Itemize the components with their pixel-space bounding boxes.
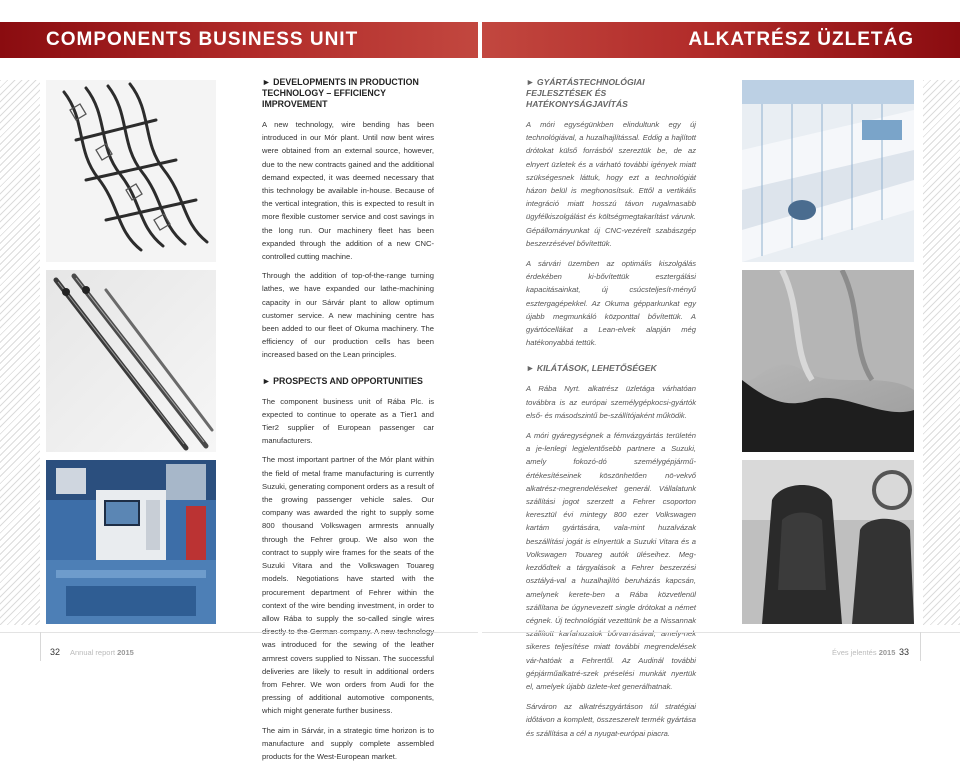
report-year: 2015 — [878, 648, 896, 657]
right-banner — [482, 22, 960, 58]
footer-divider-left — [40, 632, 41, 661]
steel-rods-photo — [46, 270, 216, 452]
report-label: Éves jelentés — [832, 648, 877, 657]
car-seat-photo — [742, 460, 914, 624]
footer-divider-right — [920, 632, 921, 661]
section-heading-prospects: ► PROSPECTS AND OPPORTUNITIES — [262, 375, 423, 386]
cnc-machine-photo — [46, 460, 216, 624]
section-heading-kilatasok: ► KILÁTÁSOK, LEHETŐSÉGEK — [526, 363, 657, 374]
right-margin-hatch — [923, 80, 960, 625]
left-margin-hatch — [0, 80, 40, 625]
car-seat-illustration — [742, 460, 914, 624]
left-text-column — [262, 77, 434, 769]
paragraph: Through the addition of top-of-the-range turning lathes, we have expanded our lathe-machining capacity in our Sárvár plant to allow optimum customer service. A new machining centre has been added to our fleet of Okuma machinery. The efficiency of our production cells has been increased based on the Lean principles. — [262, 271, 434, 360]
paragraph: A Rába Nyrt. alkatrész üzletága várhatóan továbbra is az európai személygépkocsi-gyártók első- és másodszintű be-szállítójaként működik. — [526, 384, 696, 420]
footer-right — [482, 632, 960, 662]
steel-rods-illustration — [46, 270, 216, 452]
bent-wire-frames-photo — [46, 80, 216, 262]
textile-production-photo — [742, 80, 914, 262]
page-number-left: 32 — [50, 647, 61, 657]
left-banner — [0, 22, 478, 58]
section-heading-gyartastechnologia: ► GYÁRTÁSTECHNOLÓGIAI FEJLESZTÉSEK ÉS HATÉKONYSÁGJAVÍTÁS — [526, 77, 645, 109]
paragraph: The aim in Sárvár, in a strategic time horizon is to manufacture and supply complete assembled products for the West-European market. — [262, 725, 434, 761]
paragraph: A new technology, wire bending has been introduced in our Mór plant. Until now bent wires were obtained from an external source, however, due to the new contracts gained and the additional demand expected, it was deemed necessary that this technology be available in-house. Because of the vertical integration, this is expected to result in more flexible customer service and cost savings in the long run. Our machinery fleet has been expanded through the addition of a new CNC-controlled cutting machine. — [262, 120, 434, 262]
report-year: 2015 — [117, 648, 134, 657]
paragraph: A sárvári üzemben az optimális kiszolgálás érdekében ki-bővítettük esztergálási kapacitásainkat, új csúcsteljesít-ményű esztergagépekkel. Az Okuma gépparkunkat egy újabb megmunkáló központtal bővítettük. A gyártócellákat a Lean-elvek alapján még hatékonyabbá tettük. — [526, 259, 696, 348]
paragraph: The component business unit of Rába Plc. is expected to continue to operate as a Tier1 and Tier2 supplier of European passenger car manufacturers. — [262, 396, 434, 446]
paragraph: A móri egységünkben elindultunk egy új technológiával, a huzalhajlítással. Eddig a hajlított drótokat külső forrásból szereztük be, de az elnyert üzletek és a várható további igények miatt szükségesnek láttuk, hogy ezt a technológiát házon belül is meghonosítsuk. Ettől a vertikális integráció miatt hosszú távon rugalmasabb ügyfélkiszolgálást és költségmegtakarítást várunk. Gépállományunkat új CNC-vezérelt szabászgép beszerzésével bővítettük. — [526, 120, 696, 248]
right-banner-title: ALKATRÉSZ ÜZLETÁG — [688, 29, 914, 50]
bent-wire-frames-illustration — [46, 80, 216, 262]
paragraph: The most important partner of the Mór plant within the field of metal frame manufacturing is currently Suzuki, generating component orders as a result of the growing passenger vehicle sales. Our company was awarded the right to supply some 800 thousand Volkswagen armrests annually through the Fehrer group. We also won the contract to supply wire frames for the seats of the Suzuki Vitara and the Volkswagen Touareg models. Negotiations have started with the procurement department of Fehrer within the context of the wire bending investment, in order to allow Rába to supply the so-called single wires directly to the German company. A new technology was introduced for the sewing of the leather armrest covers supplied to Nissan. The successful deliveries are likely to result in additional orders from Fehrer. We won orders from Audi for the pressing of additional automotive components, which might generate further business. — [262, 455, 434, 716]
left-banner-title: COMPONENTS BUSINESS UNIT — [46, 29, 359, 50]
report-label: Annual report — [70, 648, 116, 657]
fabric-rolls-photo — [742, 270, 914, 452]
footer-left — [0, 632, 478, 662]
cnc-machine-illustration — [46, 460, 216, 624]
footer-report-left — [70, 648, 134, 657]
fabric-rolls-illustration — [742, 270, 914, 452]
footer-report-right — [832, 648, 895, 657]
paragraph: A móri gyáregységnek a fémvázgyártás területén a je-lenlegi legjelentősebb partnere a Suzuki, amely fokozó-dó személygépjármű-értékesítéseinek köszönhetően nö-vekvő alkatrész-megrendeléseket generál. Vállalatunk szállítási jogot szerzett a Fehrer csoporton keresztül évi mintegy 800 ezer Volkswagen kartám gyártására, vala-mint huzalvázak beszállítási jogát is elnyertük a Suzuki Vitara és a Volkswagen Touareg autók üléseihez. Meg-kezdődtek a tárgyalások a Fehrer beszerzési osztályá-val a huzalhajlító beruházás kapcsán, amelynek kerete-ben a Rába közvetlenül szállítana be úgynevezett single drótokat a német cégnek. Új technológiát vezettünk be a Nissannak szállított karfahuzatok bőrvarrásával, amely-nek sikeres teljesítése miatt további megrendelések vár-hatóak a Fehrertől. Az Audinál további gépjárműalkatré-szek préselési munkáit nyertük el, amelyek újabb üzlete-ket generálhatnak. — [526, 431, 696, 691]
section-heading-developments: ► DEVELOPMENTS IN PRODUCTION TECHNOLOGY – EFFICIENCY IMPROVEMENT — [262, 77, 419, 109]
paragraph: Sárváron az alkatrészgyártáson túl stratégiai időtávon a komplett, összeszerelt termék gyártása és szállítása a cél a nyugat-európai piacra. — [526, 702, 696, 738]
textile-production-illustration — [742, 80, 914, 262]
page-number-right: 33 — [899, 647, 910, 657]
